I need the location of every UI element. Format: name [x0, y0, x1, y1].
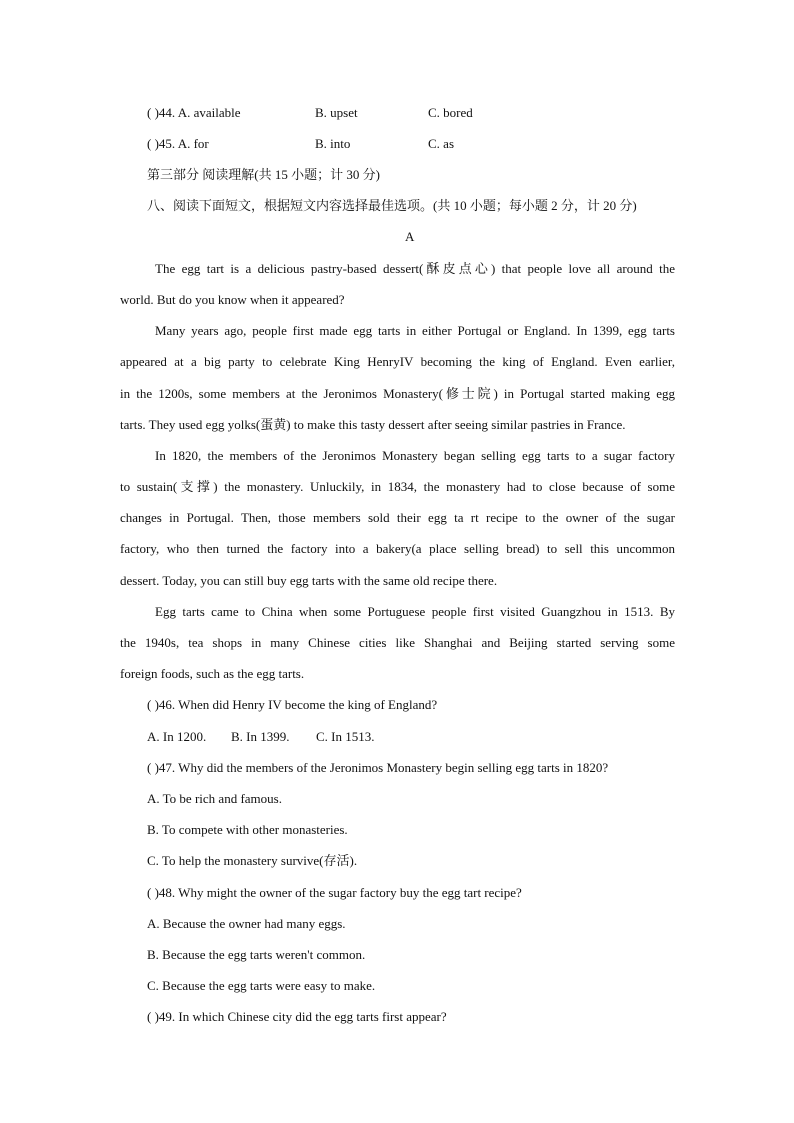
question-46-option-c: C. In 1513. [316, 729, 375, 744]
question-44-option-c: C. bored [428, 105, 473, 120]
question-45-option-b: B. into [315, 136, 351, 151]
passage-label: A [405, 229, 415, 244]
passage-line: factory, who then turned the factory into a bakery(a place selling bread) to sell this uncommon [120, 541, 675, 556]
passage-line: changes in Portugal. Then, those members sold their egg ta rt recipe to the owner of the sugar [120, 510, 675, 525]
question-47-option-b: B. To compete with other monasteries. [147, 822, 348, 837]
passage-line: The egg tart is a delicious pastry-based dessert(酥皮点心) that people love all around the [155, 261, 675, 276]
question-47-option-a: A. To be rich and famous. [147, 791, 282, 806]
section-title: 第三部分 阅读理解(共 15 小题；计 30 分) [147, 167, 380, 182]
passage-line: Many years ago, people first made egg tarts in either Portugal or England. In 1399, egg tarts [155, 323, 675, 338]
question-48-option-c: C. Because the egg tarts were easy to make. [147, 978, 376, 993]
question-48-option-b: B. Because the egg tarts weren't common. [147, 947, 366, 962]
instructions: 八、阅读下面短文，根据短文内容选择最佳选项。(共 10 小题；每小题 2 分，计 20 分) [147, 198, 637, 213]
passage-line: the 1940s, tea shops in many Chinese cities like Shanghai and Beijing started serving some [120, 635, 675, 650]
passage-line: world. But do you know when it appeared? [120, 292, 345, 307]
passage-line: appeared at a big party to celebrate King HenryIV becoming the king of England. Even earlier, [120, 354, 675, 369]
question-47-option-c: C. To help the monastery survive(存活). [147, 853, 358, 868]
question-45-option-c: C. as [428, 136, 454, 151]
passage-line: In 1820, the members of the Jeronimos Monastery began selling egg tarts to a sugar factory [155, 448, 675, 463]
question-46-option-b: B. In 1399. [231, 729, 290, 744]
question-46-stem: ( )46. When did Henry IV become the king of England? [147, 697, 438, 712]
passage-line: tarts. They used egg yolks(蛋黄) to make this tasty dessert after seeing similar pastries in France. [120, 417, 626, 432]
question-44-option-b: B. upset [315, 105, 358, 120]
question-44-stem: ( )44. A. available [147, 105, 241, 120]
question-48-option-a: A. Because the owner had many eggs. [147, 916, 346, 931]
passage-line: to sustain(支撑) the monastery. Unluckily, in 1834, the monastery had to close because of some [120, 479, 675, 494]
question-48-stem: ( )48. Why might the owner of the sugar factory buy the egg tart recipe? [147, 885, 522, 900]
passage-line: in the 1200s, some members at the Jeronimos Monastery(修士院) in Portugal started making egg [120, 386, 675, 401]
passage-line: Egg tarts came to China when some Portuguese people first visited Guangzhou in 1513. By [155, 604, 675, 619]
passage-line: dessert. Today, you can still buy egg tarts with the same old recipe there. [120, 573, 498, 588]
question-46-option-a: A. In 1200. [147, 729, 207, 744]
question-47-stem: ( )47. Why did the members of the Jeronimos Monastery begin selling egg tarts in 1820? [147, 760, 609, 775]
question-45-stem: ( )45. A. for [147, 136, 209, 151]
question-49-stem: ( )49. In which Chinese city did the egg tarts first appear? [147, 1009, 447, 1024]
passage-line: foreign foods, such as the egg tarts. [120, 666, 305, 681]
